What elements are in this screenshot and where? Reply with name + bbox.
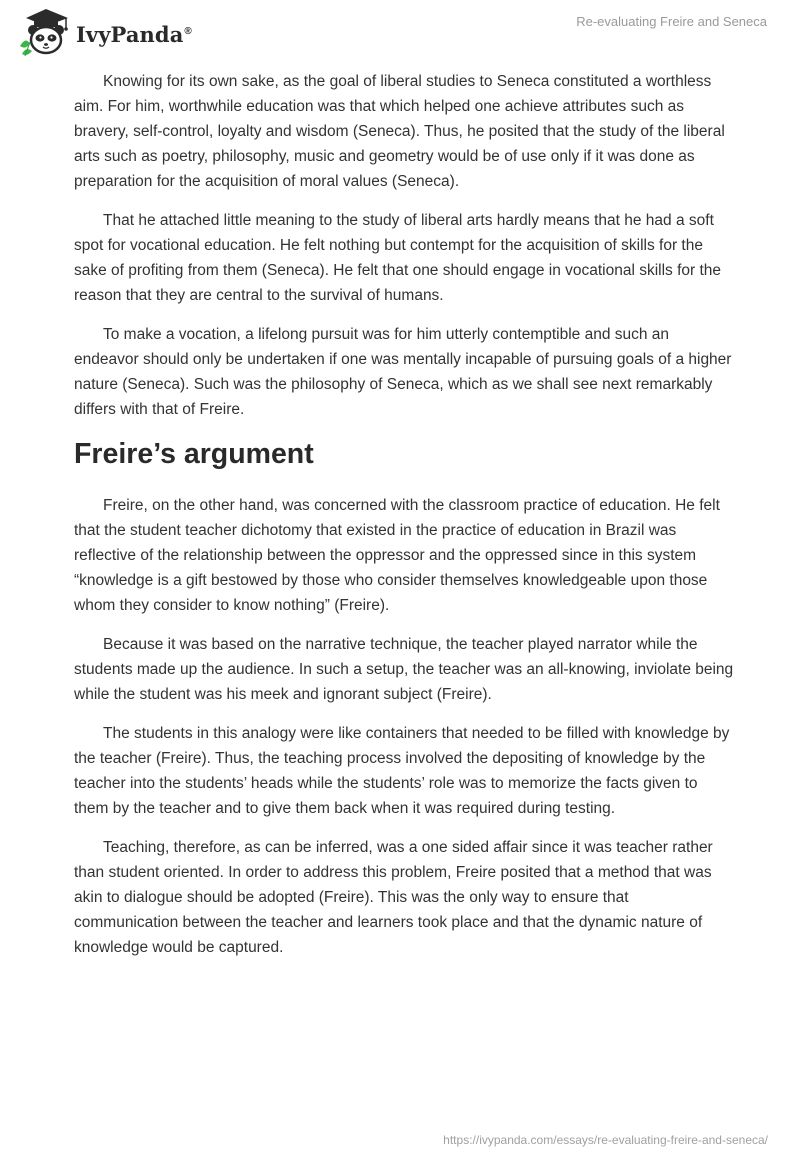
paragraph: Freire, on the other hand, was concerned with the classroom practice of education. He felt that the student teacher dichotomy that existed in the practice of education in Brazil was reflective of the relationship between the oppressor and the oppressed since in this system “knowledge is a gift bestowed by those who consider themselves knowledgeable upon those whom they consider to know nothing” (Freire).: [74, 497, 720, 614]
paragraph: To make a vocation, a lifelong pursuit was for him utterly contemptible and such an endeavor should only be undertaken if one was mentally incapable of pursuing goals of a higher nature (Seneca). Such was the philosophy of Seneca, which as we shall see next remarkably differs with that of Freire.: [74, 326, 732, 418]
document-title: Re-evaluating Freire and Seneca: [576, 14, 767, 29]
paragraph: Teaching, therefore, as can be inferred, was a one sided affair since it was teacher rather than student oriented. In order to address this problem, Freire posited that a method that was akin to dialogue should be adopted (Freire). This was the only way to ensure that communication between the teacher and learners took place and that the dynamic nature of knowledge would be captured.: [74, 839, 713, 956]
essay-content: [74, 69, 734, 974]
paragraph: That he attached little meaning to the study of liberal arts hardly means that he had a soft spot for vocational education. He felt nothing but contempt for the acquisition of skills for the sake of profiting from them (Seneca). He felt that one should engage in vocational skills for the reason that they are central to the survival of humans.: [74, 212, 722, 304]
paragraph: Because it was based on the narrative technique, the teacher played narrator while the students made up the audience. In such a setup, the teacher was an all-knowing, inviolate being while the student was his meek and ignorant subject (Freire).: [74, 636, 734, 703]
brand-name: IvyPanda®: [76, 21, 192, 47]
panda-graduate-icon: [16, 6, 74, 58]
registered-mark: ®: [184, 25, 192, 37]
section-heading: Freire’s argument: [74, 438, 314, 470]
page-header: [0, 0, 800, 70]
paragraph: Knowing for its own sake, as the goal of liberal studies to Seneca constituted a worthless aim. For him, worthwhile education was that which helped one achieve attributes such as bravery, self-control, loyalty and wisdom (Seneca). Thus, he posited that the study of the liberal arts such as poetry, philosophy, music and geometry would be of use only if it was done as preparation for the acquisition of moral values (Seneca).: [74, 73, 725, 190]
ivypanda-logo[interactable]: [16, 6, 192, 58]
paragraph: The students in this analogy were like containers that needed to be filled with knowledge by the teacher (Freire). Thus, the teaching process involved the depositing of knowledge by the teacher into the students’ heads while the students’ role was to memorize the facts given to them by the teacher and to give them back when it was required during testing.: [74, 725, 730, 817]
source-url[interactable]: https://ivypanda.com/essays/re-evaluating-freire-and-seneca/: [443, 1133, 768, 1147]
